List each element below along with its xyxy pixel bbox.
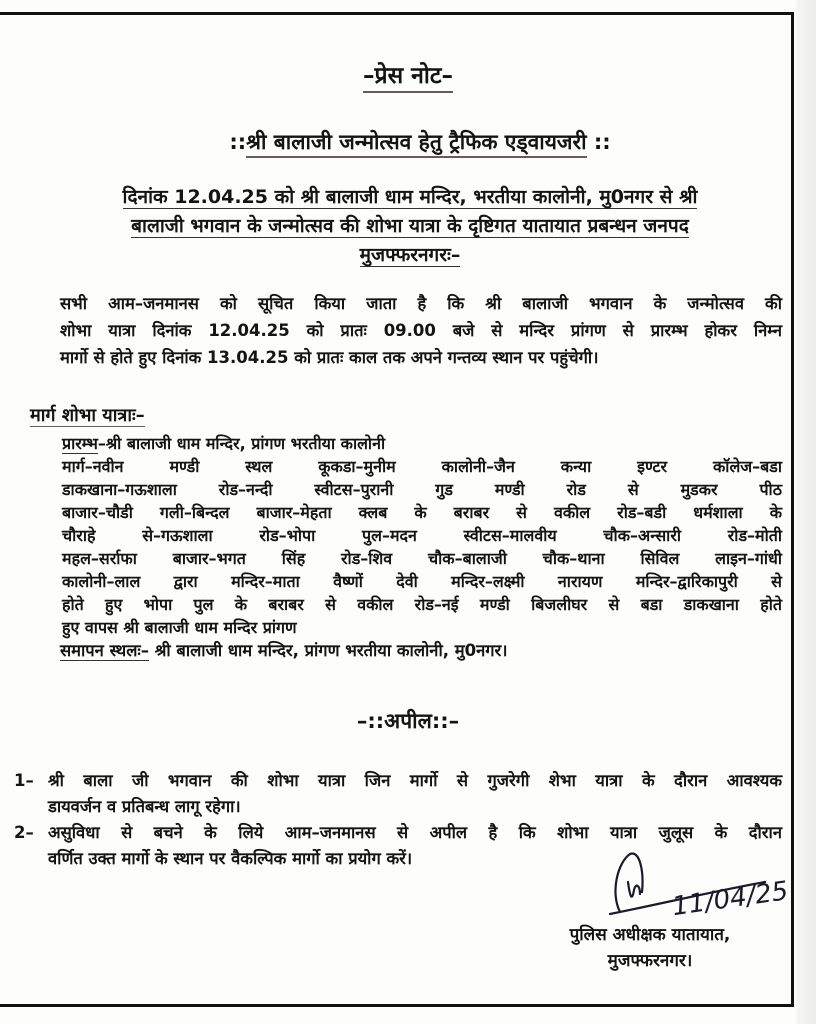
intro-paragraph (60, 290, 782, 371)
route-line: चौराहे से–गऊशाला रोड–भोपा पुल–मदन स्वीटस–मालवीय चौक–अन्सारी रोड–मोती (62, 526, 782, 545)
route-heading: मार्ग शोभा यात्राः– (30, 405, 145, 426)
signatory-block (530, 922, 770, 974)
appeal-number: 1– (14, 771, 34, 790)
end-label: समापन स्थलः– (60, 641, 149, 660)
document-title: –प्रेस नोट– (0, 58, 816, 90)
intro-line: मार्गो से होते हुए दिनांक 13.04.25 को प्रातः काल तक अपने गन्तव्य स्थान पर पहुंचेगी। (60, 348, 599, 367)
intro-line: शोभा यात्रा दिनांक 12.04.25 को प्रातः 09.00 बजे से मन्दिर प्रांगण से प्रारम्भ होकर निम्न (60, 321, 782, 340)
document-subtitle (150, 128, 690, 156)
page-edge-shadow (796, 0, 816, 1024)
start-text: –श्री बालाजी धाम मन्दिर, प्रांगण भरतीया कालोनी (97, 434, 386, 453)
appeal-line: वर्णित उक्त मार्गो के स्थान पर वैकल्पिक मार्गो का प्रयोग करें। (48, 849, 413, 868)
appeal-line: असुविधा से बचने के लिये आम–जनमानस से अपील है कि शोभा यात्रा जुलूस के दौरान (48, 823, 782, 842)
route-line: हुए वापस श्री बालाजी धाम मन्दिर प्रांगण (62, 618, 297, 637)
end-text: श्री बालाजी धाम मन्दिर, प्रांगण भरतीया कालोनी, मु0नगर। (148, 641, 508, 660)
route-line: बाजार–चौडी गली–बिन्दल बाजार–मेहता क्लब के बराबर से वकील रोड–बडी धर्मशाला के (62, 503, 782, 522)
route-details (62, 432, 782, 662)
appeal-number: 2– (14, 823, 34, 842)
appeal-title: –::अपील::– (356, 709, 460, 733)
route-start (62, 432, 782, 455)
start-label: प्रारम्भ (62, 434, 98, 453)
heading-line: दिनांक 12.04.25 को श्री बालाजी धाम मन्दिर, भरतीया कालोनी, मु0नगर से श्री (122, 186, 698, 208)
signatory-designation: पुलिस अधीक्षक यातायात, (569, 925, 731, 945)
route-line: होते हुए भोपा पुल के बराबर से वकील रोड–नई मण्डी बिजलीघर से बडा डाकखाना होते (62, 595, 782, 614)
intro-line: सभी आम–जनमानस को सूचित किया जाता है कि श्री बालाजी भगवान के जन्मोत्सव की (60, 294, 782, 313)
appeal-line: डायवर्जन व प्रतिबन्ध लागू रहेगा। (48, 797, 241, 816)
route-label: मार्ग (62, 457, 85, 476)
appeal-line: श्री बाला जी भगवान की शोभा यात्रा जिन मार्गो से गुजरेगी शेभा यात्रा के दौरान आवश्यक (48, 771, 782, 790)
subtitle-suffix: :: (586, 130, 611, 154)
heading-line: मुजफ्फरनगरः– (359, 244, 461, 266)
route-line: महल–सर्राफा बाजार–भगत सिंह रोड–शिव चौक–बालाजी चौक–थाना सिविल लाइन–गांधी (62, 549, 782, 568)
subtitle-text: श्री बालाजी जन्मोत्सव हेतु ट्रैफिक एड्वायजरी (246, 130, 586, 158)
route-line: कालोनी–लाल द्वारा मन्दिर–माता वैष्णों देवी मन्दिर–लक्ष्मी नारायण मन्दिर–द्वारिकापुरी से (62, 572, 782, 591)
advisory-heading (30, 183, 790, 270)
route-end (60, 639, 782, 662)
signatory-location: मुजफ्फरनगर। (607, 951, 693, 971)
signature-date: 11/04/25 (670, 876, 790, 922)
subtitle-prefix: :: (229, 130, 247, 154)
appeal-item (14, 768, 782, 820)
handwritten-signature (600, 852, 790, 922)
heading-line: बालाजी भगवान के जन्मोत्सव की शोभा यात्रा के दृष्टिगत यातायात प्रबन्धन जनपद (131, 215, 689, 237)
route-line: मार्ग–नवीन मण्डी स्थल कूकडा–मुनीम कालोनी–जैन कन्या इण्टर कॉलेज–बडा (62, 457, 782, 476)
route-line: डाकखाना–गऊशाला रोड–नन्दी स्वीटस–पुरानी गुड मण्डी रोड से मुडकर पीठ (62, 480, 782, 499)
